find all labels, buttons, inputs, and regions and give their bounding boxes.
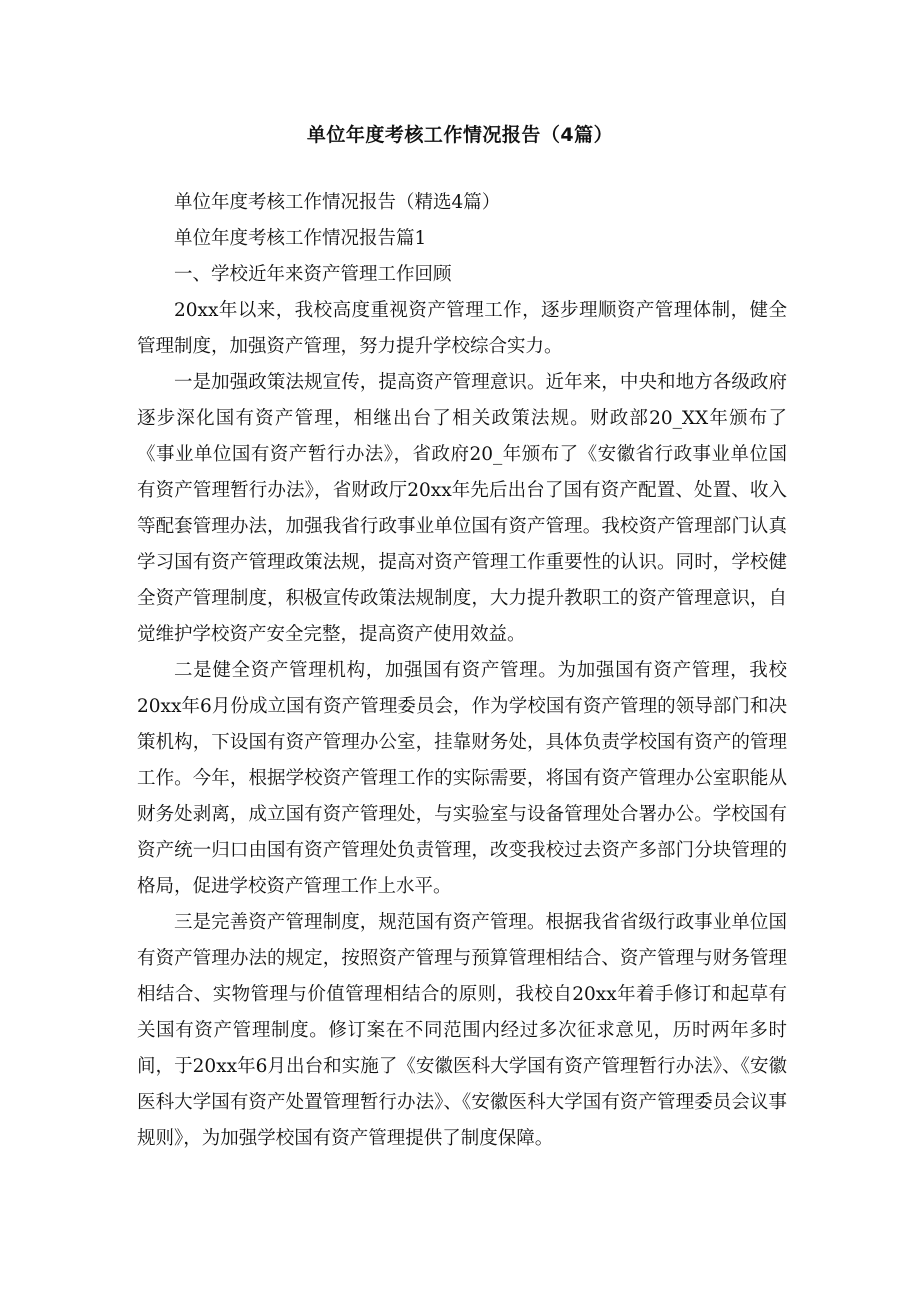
section-heading: 单位年度考核工作情况报告篇1 [174,228,427,249]
document-title: 单位年度考核工作情况报告（4篇） [306,124,614,146]
body-paragraph: 三是完善资产管理制度，规范国有资产管理。根据我省省级行政事业单位国有资产管理办法的规定，按照资产管理与预算管理相结合、资产管理与财务管理相结合、实物管理与价值管理相结合的原则，我校自20xx年着手修订和起草有关国有资产管理制度。修订案在不同范围内经过多次征求意见，历时两年多时间，于20xx年6月出台和实施了《安徽医科大学国有资产管理暂行办法》、《安徽医科大学国有资产处置管理暂行办法》、《安徽医科大学国有资产管理委员会议事规则》，为加强学校国有资产管理提供了制度保障。 [137,912,787,1149]
subsection-heading: 一、学校近年来资产管理工作回顾 [174,264,452,285]
body-paragraph: 二是健全资产管理机构，加强国有资产管理。为加强国有资产管理，我校20xx年6月份成立国有资产管理委员会，作为学校国有资产管理的领导部门和决策机构，下设国有资产管理办公室，挂靠财务处，具体负责学校国有资产的管理工作。今年，根据学校资产管理工作的实际需要，将国有资产管理办公室职能从财务处剥离，成立国有资产管理处，与实验室与设备管理处合署办公。学校国有资产统一归口由国有资产管理处负责管理，改变我校过去资产多部门分块管理的格局，促进学校资产管理工作上水平。 [137,660,787,897]
body-paragraph: 一是加强政策法规宣传，提高资产管理意识。近年来，中央和地方各级政府逐步深化国有资产管理，相继出台了相关政策法规。财政部20_XX年颁布了《事业单位国有资产暂行办法》，省政府20_年颁布了《安徽省行政事业单位国有资产管理暂行办法》，省财政厅20xx年先后出台了国有资产配置、处置、收入等配套管理办法，加强我省行政事业单位国有资产管理。我校资产管理部门认真学习国有资产管理政策法规，提高对资产管理工作重要性的认识。同时，学校健全资产管理制度，积极宣传政策法规制度，大力提升教职工的资产管理意识，自觉维护学校资产安全完整，提高资产使用效益。 [137,372,787,645]
body-paragraph: 20xx年以来，我校高度重视资产管理工作，逐步理顺资产管理体制，健全管理制度，加强资产管理，努力提升学校综合实力。 [137,300,787,357]
document-body [137,185,787,1157]
subtitle-line: 单位年度考核工作情况报告（精选4篇） [174,192,501,213]
